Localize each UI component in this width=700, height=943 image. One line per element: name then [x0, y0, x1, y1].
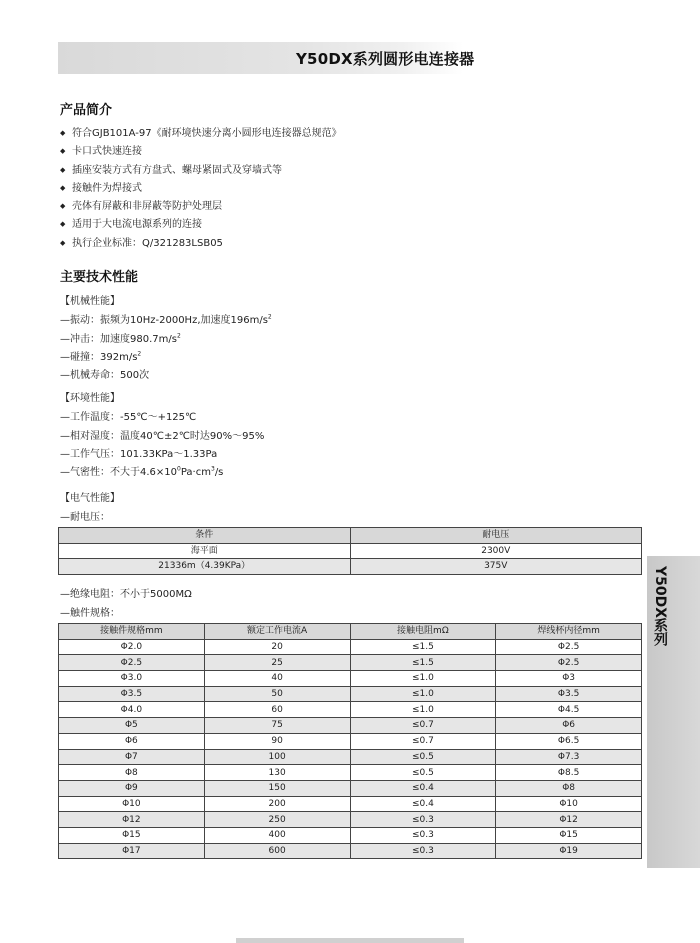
table-cell: ≤0.7: [350, 733, 496, 749]
airtightness-unit-tail: /s: [214, 467, 224, 478]
contact-spec-table: [58, 623, 642, 859]
withstand-voltage-label: —耐电压：: [60, 512, 110, 523]
table-cell: 150: [204, 780, 350, 796]
table-cell: Φ19: [496, 843, 642, 859]
table-cell: 100: [204, 749, 350, 765]
table-cell: 200: [204, 796, 350, 812]
table-cell: 600: [204, 843, 350, 859]
table-cell: ≤1.0: [350, 671, 496, 687]
table-cell: Φ12: [496, 812, 642, 828]
table-cell: ≤1.0: [350, 702, 496, 718]
table-cell: Φ8: [496, 780, 642, 796]
bullet-icon: ◆: [60, 129, 66, 137]
temperature-spec: —工作温度：-55℃～+125℃: [60, 412, 197, 423]
table-cell: ≤0.3: [350, 812, 496, 828]
table-cell: ≤0.5: [350, 765, 496, 781]
table-cell: Φ3: [496, 671, 642, 687]
feature-text: 符合GJB101A-97《耐环境快速分离小圆形电连接器总规范》: [72, 128, 342, 139]
table-cell: Φ15: [496, 827, 642, 843]
table-row: [59, 796, 642, 812]
table-cell: 40: [204, 671, 350, 687]
table-cell: Φ6: [496, 718, 642, 734]
shock-spec: [60, 330, 181, 345]
table-cell: ≤0.3: [350, 843, 496, 859]
table-cell: Φ3.5: [496, 686, 642, 702]
table-row: [59, 671, 642, 687]
table-cell: 130: [204, 765, 350, 781]
table-row: [59, 559, 642, 575]
feature-item: [60, 161, 342, 179]
table-cell: ≤0.5: [350, 749, 496, 765]
bullet-icon: ◆: [60, 238, 66, 247]
table-row: [59, 702, 642, 718]
table-cell: ≤1.5: [350, 655, 496, 671]
table-cell: Φ8.5: [496, 765, 642, 781]
table-cell: ≤0.7: [350, 718, 496, 734]
table-cell: 海平面: [59, 543, 351, 559]
table-cell: Φ15: [59, 827, 205, 843]
table-cell: 75: [204, 718, 350, 734]
table-cell: 25: [204, 655, 350, 671]
vibration-text: —振动：振频为10Hz-2000Hz,加速度196m/s: [60, 315, 268, 326]
table-cell: Φ17: [59, 843, 205, 859]
bullet-icon: ◆: [60, 183, 66, 192]
environmental-label: 【环境性能】: [60, 393, 120, 404]
feature-text: 壳体有屏蔽和非屏蔽等防护处理层: [72, 201, 222, 213]
table-cell: 400: [204, 827, 350, 843]
table-cell: Φ2.5: [59, 655, 205, 671]
table-row: [59, 765, 642, 781]
feature-list: [60, 124, 342, 252]
shock-sup: 2: [176, 332, 181, 340]
bump-sup: 2: [137, 350, 142, 358]
table-row: [59, 780, 642, 796]
bottom-bar: [236, 938, 464, 943]
airtightness-unit: Pa·cm: [180, 467, 211, 478]
table-row: [59, 733, 642, 749]
table-cell: Φ4.0: [59, 702, 205, 718]
table-cell: ≤1.0: [350, 686, 496, 702]
table-cell: Φ12: [59, 812, 205, 828]
table-cell: Φ2.5: [496, 639, 642, 655]
shock-text: —冲击：加速度980.7m/s: [60, 334, 177, 345]
table-cell: ≤0.4: [350, 796, 496, 812]
table-header-cell: 额定工作电流A: [204, 624, 350, 640]
table-cell: Φ4.5: [496, 702, 642, 718]
table-header-cell: 接触件规格mm: [59, 624, 205, 640]
feature-text: 卡口式快速连接: [72, 146, 142, 158]
table-cell: 2300V: [350, 543, 642, 559]
feature-text: 接触件为焊接式: [72, 182, 142, 194]
table-cell: 60: [204, 702, 350, 718]
bullet-icon: ◆: [60, 147, 66, 156]
feature-item: [60, 124, 342, 142]
table-row: [59, 655, 642, 671]
vibration-sup: 2: [267, 313, 272, 321]
table-cell: Φ6.5: [496, 733, 642, 749]
insulation-spec: —绝缘电阻：不小于5000MΩ: [60, 589, 192, 600]
table-cell: Φ8: [59, 765, 205, 781]
table-header-row: [59, 624, 642, 640]
airtightness-text: —气密性：不大于4.6×10: [60, 467, 178, 478]
table-cell: Φ5: [59, 718, 205, 734]
table-cell: ≤0.3: [350, 827, 496, 843]
life-spec: —机械寿命：500次: [60, 370, 150, 381]
table-row: [59, 812, 642, 828]
table-cell: 90: [204, 733, 350, 749]
table-cell: 250: [204, 812, 350, 828]
table-cell: Φ7: [59, 749, 205, 765]
feature-item: [60, 215, 342, 233]
table-cell: ≤0.4: [350, 780, 496, 796]
table-cell: Φ7.3: [496, 749, 642, 765]
airtightness-exp: 0: [177, 465, 181, 473]
table-cell: 50: [204, 686, 350, 702]
table-header-cell: 焊线杯内径mm: [496, 624, 642, 640]
intro-heading: 产品简介: [60, 103, 113, 118]
electrical-label: 【电气性能】: [60, 493, 120, 504]
table-cell: 21336m（4.39KPa）: [59, 559, 351, 575]
feature-item: [60, 234, 342, 252]
vibration-spec: [60, 311, 272, 326]
pressure-spec: —工作气压：101.33KPa～1.33Pa: [60, 449, 218, 460]
table-cell: 375V: [350, 559, 642, 575]
airtightness-spec: [60, 463, 223, 478]
bullet-icon: ◆: [60, 220, 66, 229]
feature-item: [60, 142, 342, 160]
bump-text: —碰撞：392m/s: [60, 352, 138, 363]
table-cell: Φ2.5: [496, 655, 642, 671]
table-row: [59, 718, 642, 734]
table-cell: Φ10: [59, 796, 205, 812]
table-row: [59, 827, 642, 843]
table-cell: Φ10: [496, 796, 642, 812]
table-cell: Φ3.5: [59, 686, 205, 702]
table-cell: ≤1.5: [350, 639, 496, 655]
table-row: [59, 843, 642, 859]
table-header-cell: 条件: [59, 528, 351, 544]
feature-text: 插座安装方式有方盘式、螺母紧固式及穿墙式等: [72, 164, 282, 176]
airtightness-unit-exp: 3: [210, 465, 215, 473]
table-row: [59, 639, 642, 655]
bullet-icon: ◆: [60, 202, 66, 211]
feature-item: [60, 197, 342, 215]
table-cell: Φ3.0: [59, 671, 205, 687]
bump-spec: [60, 348, 141, 363]
feature-text: 执行企业标准：Q/321283LSB05: [72, 237, 223, 249]
contact-spec-label: —触件规格：: [60, 608, 120, 619]
table-row: [59, 749, 642, 765]
table-row: [59, 686, 642, 702]
table-header-cell: 耐电压: [350, 528, 642, 544]
table-header-cell: 接触电阻mΩ: [350, 624, 496, 640]
side-tab-label: Y50DX系列: [652, 566, 668, 647]
bullet-icon: ◆: [60, 165, 66, 174]
table-cell: Φ2.0: [59, 639, 205, 655]
feature-item: [60, 179, 342, 197]
table-cell: 20: [204, 639, 350, 655]
page-title: Y50DX系列圆形电连接器: [296, 50, 475, 68]
mechanical-label: 【机械性能】: [60, 296, 120, 307]
table-cell: Φ6: [59, 733, 205, 749]
table-cell: Φ9: [59, 780, 205, 796]
performance-heading: 主要技术性能: [60, 270, 139, 285]
humidity-spec: —相对湿度：温度40℃±2℃时达90%～95%: [60, 431, 265, 442]
table-row: [59, 543, 642, 559]
feature-text: 适用于大电流电源系列的连接: [72, 219, 202, 231]
withstand-voltage-table: [58, 527, 642, 575]
table-header-row: [59, 528, 642, 544]
